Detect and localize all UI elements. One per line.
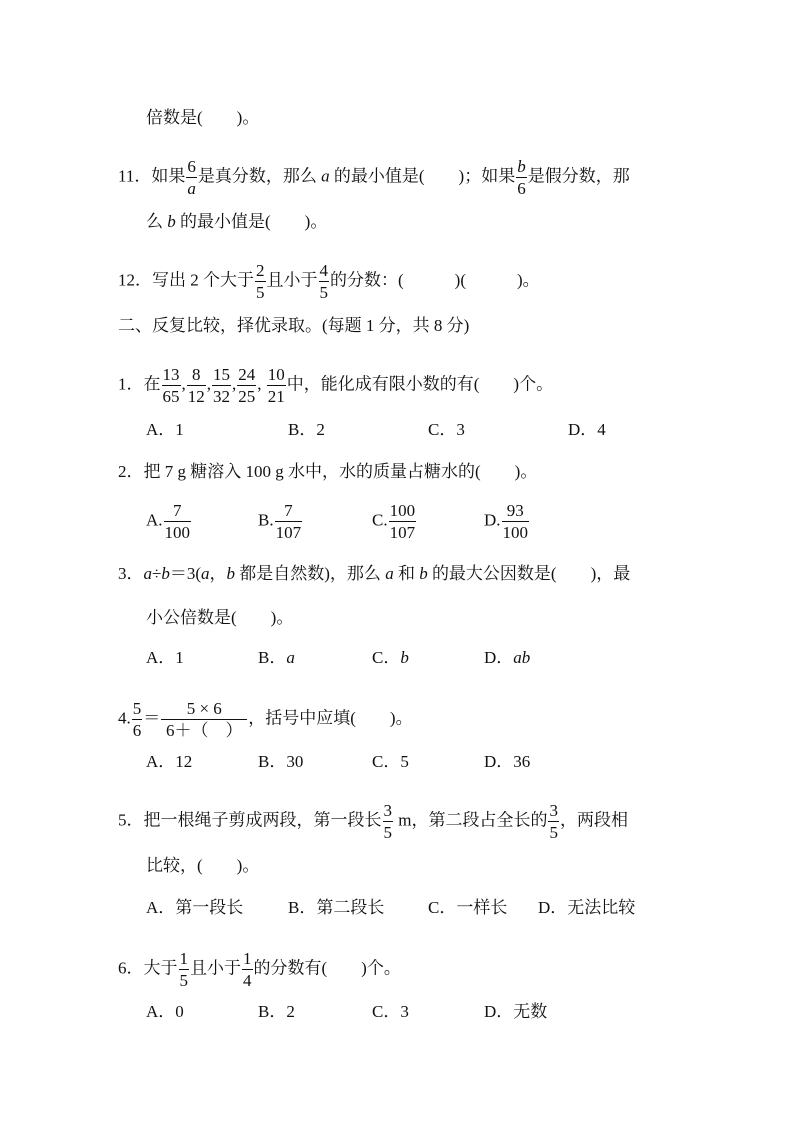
s2q1-f1-den: 65	[162, 387, 180, 406]
s2q4-option-b[interactable]: B．30	[258, 752, 304, 771]
s2q2-label-a: A.	[146, 510, 163, 530]
s2q6-f2-den: 4	[243, 971, 252, 990]
s2q3-option-a[interactable]: A．1	[146, 648, 184, 667]
q11-mid3: 是假分数，那	[527, 166, 630, 186]
s2q2-fraction-a	[164, 502, 192, 541]
q12-suffix: 的分数：( )( )。	[330, 270, 540, 290]
s2q3-b2: b	[226, 564, 236, 583]
s2q5-f1-num: 3	[383, 801, 392, 820]
s2q3-a2: a	[201, 564, 210, 583]
s2q1-suffix: 中，能化成有限小数的有( )个。	[286, 374, 554, 394]
s2q4-f2-num: 5 × 6	[161, 700, 247, 720]
q11-f1-num: 6	[187, 157, 196, 176]
s2q2-fd-den: 100	[502, 523, 529, 542]
s2-question-1	[118, 366, 553, 405]
question-12	[118, 262, 540, 301]
s2q3-option-d-label: D．	[484, 648, 514, 667]
s2q5-fraction-1	[383, 802, 394, 841]
s2q2-label-c: C.	[372, 510, 388, 530]
q11-fraction-2	[516, 158, 527, 197]
s2q2-option-c[interactable]	[372, 502, 417, 541]
s2q4-option-c[interactable]: C．5	[372, 752, 409, 771]
s2q1-f5-num: 10	[267, 365, 285, 384]
s2q5-f1-den: 5	[383, 823, 392, 842]
s2q6-option-d[interactable]: D．无数	[484, 1002, 548, 1021]
q11-var-b: b	[167, 212, 176, 231]
s2q3-prefix: 3．	[118, 564, 144, 583]
s2q1-option-a[interactable]: A．1	[146, 420, 184, 439]
q11-prefix: 11．如果	[118, 166, 186, 186]
s2q1-comma-4: ,	[257, 374, 262, 394]
s2q2-fc-num: 100	[389, 501, 416, 520]
s2q2-fb-den: 107	[275, 523, 302, 542]
s2q1-f5-den: 21	[267, 387, 285, 406]
s2q1-f3-num: 15	[213, 365, 230, 384]
s2-question-4	[118, 700, 413, 739]
s2q2-option-d[interactable]	[484, 502, 530, 541]
s2q3-option-d[interactable]	[484, 648, 530, 668]
s2-question-5	[118, 802, 628, 841]
q11-f1-den: a	[187, 179, 196, 198]
q12-fraction-2	[319, 262, 330, 301]
s2q3-mid1: 都是自然数)，那么	[235, 564, 386, 583]
q11-mid2: 的最小值是( )；如果	[333, 166, 516, 186]
s2q1-f4-num: 24	[238, 365, 256, 384]
s2q3-mid2: 和	[393, 564, 420, 583]
q11-line2-pre: 么	[146, 212, 163, 231]
s2q1-fraction-4	[237, 366, 256, 405]
s2q1-f1-num: 13	[162, 365, 180, 384]
s2q5-option-c[interactable]: C．一样长	[428, 898, 508, 917]
s2q2-fb-num: 7	[275, 502, 303, 522]
s2q3-option-b[interactable]	[258, 648, 295, 668]
s2q2-option-a[interactable]	[146, 502, 192, 541]
s2q2-fraction-c	[389, 502, 417, 541]
q11-fraction-1	[186, 158, 197, 197]
s2q4-prefix: 4.	[118, 708, 131, 728]
s2q3-expr-b: b	[161, 564, 170, 583]
q12-f1-num: 2	[256, 261, 265, 280]
s2q2-label-d: D.	[484, 510, 501, 530]
q12-f2-den: 5	[319, 283, 328, 302]
s2q3-option-b-var: a	[286, 648, 295, 667]
s2q2-fa-den: 100	[164, 523, 191, 542]
s2q3-option-c-label: C．	[372, 648, 401, 667]
q12-f1-den: 5	[256, 283, 265, 302]
s2q6-f1-den: 5	[179, 971, 188, 990]
s2q4-suffix: ，括号中应填( )。	[248, 708, 413, 728]
s2q1-fraction-3	[212, 366, 231, 405]
s2q3-a3: a	[385, 564, 394, 583]
s2-question-5-line2: 比较，( )。	[146, 856, 260, 875]
s2q4-option-a[interactable]: A．12	[146, 752, 193, 771]
s2q6-prefix: 6．大于	[118, 958, 178, 978]
s2q3-mid3: 的最大公因数是( )，最	[427, 564, 631, 583]
s2q4-f1-den: 6	[132, 721, 142, 740]
s2q5-f2-num: 3	[549, 801, 558, 820]
s2q4-fraction-1	[132, 700, 143, 739]
s2q3-option-b-label: B．	[258, 648, 287, 667]
s2q2-fc-den: 107	[389, 523, 416, 542]
q11-var-a: a	[321, 166, 330, 186]
s2q6-fraction-2	[242, 950, 253, 989]
section-2-title: 二、反复比较，择优录取。(每题 1 分，共 8 分)	[118, 316, 470, 335]
s2-question-6	[118, 950, 401, 989]
s2q3-option-c[interactable]	[372, 648, 409, 668]
s2q3-div: ÷	[152, 564, 162, 583]
s2q1-fraction-5	[267, 366, 286, 405]
s2q2-fraction-d	[502, 502, 530, 541]
s2q6-f2-num: 1	[243, 949, 252, 968]
s2-question-3	[118, 564, 630, 584]
s2q2-label-b: B.	[258, 510, 274, 530]
s2q2-fraction-b	[275, 502, 303, 541]
s2q6-option-c[interactable]: C．3	[372, 1002, 409, 1021]
s2q5-fraction-2	[548, 802, 559, 841]
s2q5-option-b[interactable]: B．第二段长	[288, 898, 385, 917]
q11-line2-post: 的最小值是( )。	[180, 212, 328, 231]
s2-question-3-line2: 小公倍数是( )。	[146, 608, 294, 627]
s2q5-option-d[interactable]: D．无法比较	[538, 898, 636, 917]
s2q3-expr-a: a	[143, 564, 152, 583]
s2q4-f2-den: 6＋（ ）	[166, 721, 243, 740]
s2q3-comma: ，	[209, 564, 227, 583]
q12-prefix: 12．写出 2 个大于	[118, 270, 254, 290]
s2q2-option-b[interactable]	[258, 502, 303, 541]
s2q6-option-b[interactable]: B．2	[258, 1002, 295, 1021]
s2q6-option-a[interactable]: A．0	[146, 1002, 184, 1021]
s2-question-2: 2．把 7 g 糖溶入 100 g 水中，水的质量占糖水的( )。	[118, 462, 538, 481]
q11-f2-den: 6	[517, 179, 526, 198]
s2q5-mid: m，第二段占全长的	[394, 810, 548, 830]
s2q1-f3-den: 32	[213, 387, 230, 406]
s2q3-option-d-var: ab	[513, 648, 531, 667]
s2q6-suffix: 的分数有( )个。	[253, 958, 401, 978]
s2q4-f1-num: 5	[132, 699, 142, 718]
s2q3-eq: ＝3(	[169, 564, 202, 583]
question-11-line2	[146, 212, 327, 232]
q12-fraction-1	[255, 262, 266, 301]
s2q1-f2-den: 12	[187, 387, 205, 406]
s2q1-fraction-2	[187, 366, 206, 405]
q12-mid: 且小于	[266, 270, 318, 290]
s2q5-prefix: 5．把一根绳子剪成两段，第一段长	[118, 810, 382, 830]
question-11	[118, 158, 630, 197]
q11-f2-num: b	[517, 157, 526, 176]
s2q4-option-d[interactable]: D．36	[484, 752, 531, 771]
s2q1-option-d[interactable]: D．4	[568, 420, 606, 439]
s2q6-mid: 且小于	[190, 958, 241, 978]
s2q1-f2-num: 8	[187, 366, 206, 386]
s2q5-f2-den: 5	[549, 823, 558, 842]
s2q3-option-c-var: b	[400, 648, 409, 667]
s2q4-eq: ＝	[143, 708, 161, 728]
s2q6-fraction-1	[179, 950, 190, 989]
s2q6-f1-num: 1	[179, 949, 188, 968]
q12-f2-num: 4	[319, 261, 328, 280]
s2q1-option-c[interactable]: C．3	[428, 420, 465, 439]
s2q1-comma-3: ,	[232, 374, 237, 394]
s2q5-suffix: ，两段相	[559, 810, 628, 830]
s2q2-fa-num: 7	[164, 502, 192, 522]
s2q1-comma-2: ,	[206, 374, 211, 394]
s2q1-prefix: 1．在	[118, 374, 161, 394]
s2q1-comma-1: ,	[181, 374, 186, 394]
s2q1-option-b[interactable]: B．2	[288, 420, 325, 439]
q10-tail: 倍数是( )。	[146, 108, 260, 127]
s2q2-fd-num: 93	[502, 502, 530, 522]
s2q5-option-a[interactable]: A．第一段长	[146, 898, 244, 917]
s2q1-fraction-1	[162, 366, 181, 405]
s2q4-fraction-2	[161, 700, 247, 739]
s2q3-b3: b	[419, 564, 428, 583]
s2q1-f4-den: 25	[238, 387, 256, 406]
q11-mid1: 是真分数，那么	[197, 166, 317, 186]
